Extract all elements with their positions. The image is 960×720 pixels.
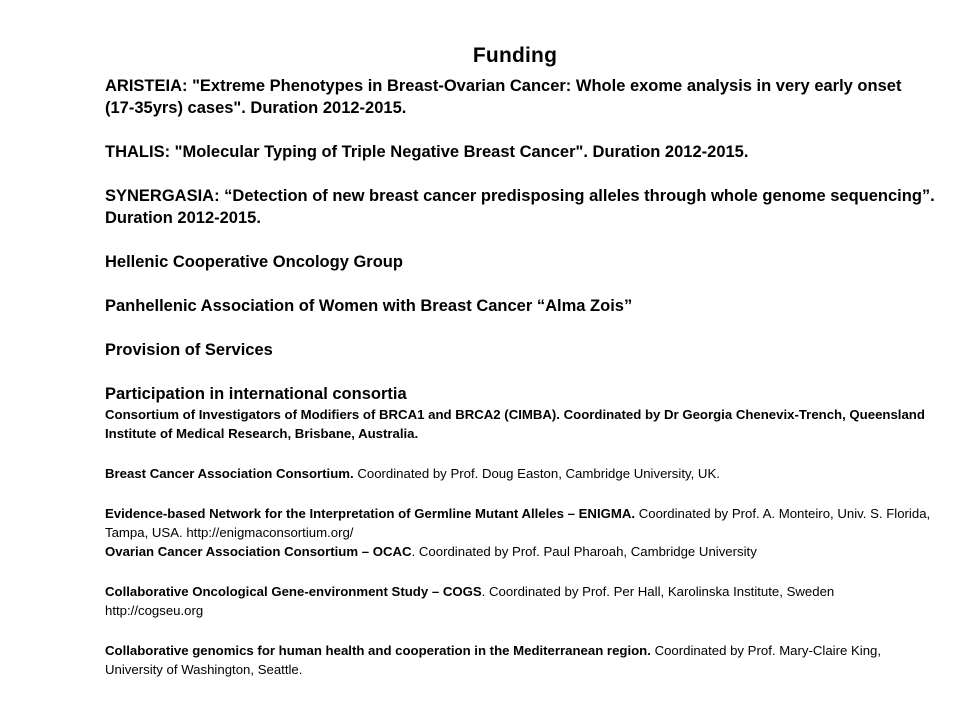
consortia-heading: Participation in international consortia xyxy=(105,385,407,403)
funding-aristeia: ARISTEIA: "Extreme Phenotypes in Breast-Ovarian Cancer: Whole exome analysis in very early onset (17-35yrs) cases". Duration 2012-2015. xyxy=(105,77,902,117)
consortium-mediterranean xyxy=(105,641,935,679)
consortium-bcac-name: Breast Cancer Association Consortium. xyxy=(105,466,354,481)
funding-synergasia: SYNERGASIA: “Detection of new breast cancer predisposing alleles through whole genome sequencing”. Duration 2012-2015. xyxy=(105,187,935,227)
consortium-ocac-name: Ovarian Cancer Association Consortium – OCAC xyxy=(105,544,412,559)
consortium-bcac xyxy=(105,464,935,483)
consortium-mediterranean-name: Collaborative genomics for human health and cooperation in the Mediterranean region. xyxy=(105,643,651,658)
consortium-ocac xyxy=(105,542,935,561)
consortium-cimba xyxy=(105,405,935,443)
consortium-cogs-coordinator: . Coordinated by Prof. Per Hall, Karolinska Institute, Sweden http://cogseu.org xyxy=(105,584,835,618)
funding-hecog: Hellenic Cooperative Oncology Group xyxy=(105,253,403,271)
funding-thalis: THALIS: "Molecular Typing of Triple Negative Breast Cancer". Duration 2012-2015. xyxy=(105,143,749,161)
funding-alma-zois: Panhellenic Association of Women with Breast Cancer “Alma Zois” xyxy=(105,297,633,315)
consortium-enigma xyxy=(105,504,935,542)
funding-provision-of-services: Provision of Services xyxy=(105,341,273,359)
consortium-cogs xyxy=(105,582,935,620)
consortium-enigma-name: Evidence-based Network for the Interpretation of Germline Mutant Alleles – ENIGMA. xyxy=(105,506,636,521)
slide-content xyxy=(105,75,935,679)
consortium-cogs-name: Collaborative Oncological Gene-environment Study – COGS xyxy=(105,584,482,599)
consortium-bcac-coordinator: Coordinated by Prof. Doug Easton, Cambridge University, UK. xyxy=(353,466,720,481)
consortium-ocac-coordinator: . Coordinated by Prof. Paul Pharoah, Cambridge University xyxy=(411,544,757,559)
consortium-cimba-name: Consortium of Investigators of Modifiers of BRCA1 and BRCA2 (CIMBA). Coordinated by Dr Georgia Chenevix-Trench, Queensland Institute of Medical Research, Brisbane, Australia. xyxy=(105,407,925,441)
consortium-enigma-coordinator: Coordinated by Prof. A. Monteiro, Univ. S. Florida, Tampa, USA. http://enigmaconsortium.org/ xyxy=(105,506,931,540)
consortium-mediterranean-coordinator: Coordinated by Prof. Mary-Claire King, University of Washington, Seattle. xyxy=(105,643,882,677)
slide-title: Funding xyxy=(472,44,558,67)
